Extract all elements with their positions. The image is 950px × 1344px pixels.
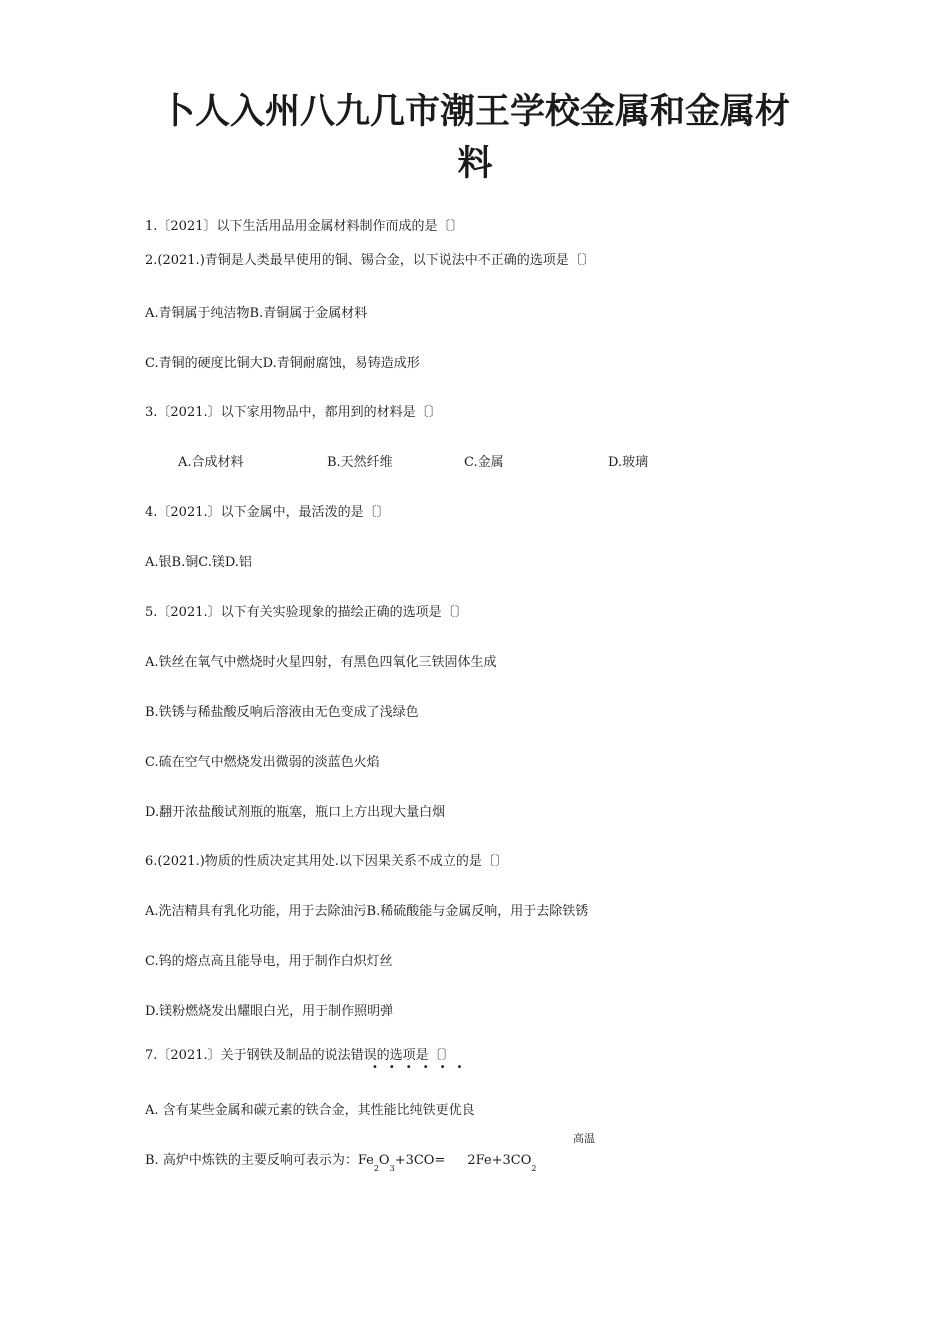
question-7: 7.〔2021.〕关于钢铁及制品的说法错误的选项是〔〕 <box>145 1048 455 1063</box>
question-5-option-d: D.翻开浓盐酸试剂瓶的瓶塞，瓶口上方出现大量白烟 <box>145 805 446 820</box>
question-2-options-cd: C.青铜的硬度比铜大D.青铜耐腐蚀，易铸造成形 <box>145 356 420 371</box>
subscript-3: 3 <box>389 1164 395 1173</box>
question-3-option-a: A.合成材料 <box>178 455 244 470</box>
question-2-options-ab: A.青铜属于纯洁物B.青铜属于金属材料 <box>145 306 368 321</box>
reactant-co: +3CO= <box>394 1153 446 1168</box>
question-2: 2.(2021.)青铜是人类最早使用的铜、锡合金，以下说法中不正确的选项是〔〕 <box>145 253 595 268</box>
question-5-option-c: C.硫在空气中燃烧发出微弱的淡蓝色火焰 <box>145 755 380 770</box>
question-6-options-ab: A.洗洁精具有乳化功能，用于去除油污B.稀硫酸能与金属反响，用于去除铁锈 <box>145 904 589 919</box>
question-5-option-b: B.铁锈与稀盐酸反响后溶液由无色变成了浅绿色 <box>145 705 419 720</box>
subscript-2: 2 <box>373 1164 379 1173</box>
question-7-option-b <box>145 1153 537 1173</box>
question-4-options: A.银B.铜C.镁D.铝 <box>145 555 252 570</box>
reaction-condition: 高温 <box>573 1132 595 1145</box>
title-line-1: 卜人入州八九几市潮王学校金属和金属材 <box>159 92 790 132</box>
option-b-prefix: B. 高炉中炼铁的主要反响可表示为：Fe <box>145 1153 374 1168</box>
question-3-option-d: D.玻璃 <box>608 455 649 470</box>
question-5: 5.〔2021.〕以下有关实验现象的描绘正确的选项是〔〕 <box>145 605 468 620</box>
question-7-option-a: A. 含有某些金属和碳元素的铁合金，其性能比纯铁更优良 <box>145 1103 475 1118</box>
title-line-2: 料 <box>457 144 493 184</box>
question-4: 4.〔2021.〕以下金属中，最活泼的是〔〕 <box>145 505 390 520</box>
question-3-option-c: C.金属 <box>464 455 504 470</box>
reaction-products: 2Fe+3CO <box>467 1153 532 1168</box>
subscript-co2: 2 <box>531 1164 537 1173</box>
oxygen-symbol: O <box>378 1153 390 1168</box>
question-3: 3.〔2021.〕以下家用物品中，都用到的材料是〔〕 <box>145 405 442 420</box>
question-6-option-c: C.钨的熔点高且能导电，用于制作白炽灯丝 <box>145 954 393 969</box>
question-6-option-d: D.镁粉燃烧发出耀眼白光，用于制作照明弹 <box>145 1004 394 1019</box>
question-1: 1.〔2021〕以下生活用品用金属材料制作而成的是〔〕 <box>145 219 464 234</box>
question-6: 6.(2021.)物质的性质决定其用处.以下因果关系不成立的是〔〕 <box>145 854 508 869</box>
emphasis-dots: •••••• <box>372 1062 474 1073</box>
document-title <box>120 86 830 190</box>
question-5-option-a: A.铁丝在氧气中燃烧时火星四射，有黑色四氧化三铁固体生成 <box>145 655 497 670</box>
question-3-option-b: B.天然纤维 <box>327 455 393 470</box>
